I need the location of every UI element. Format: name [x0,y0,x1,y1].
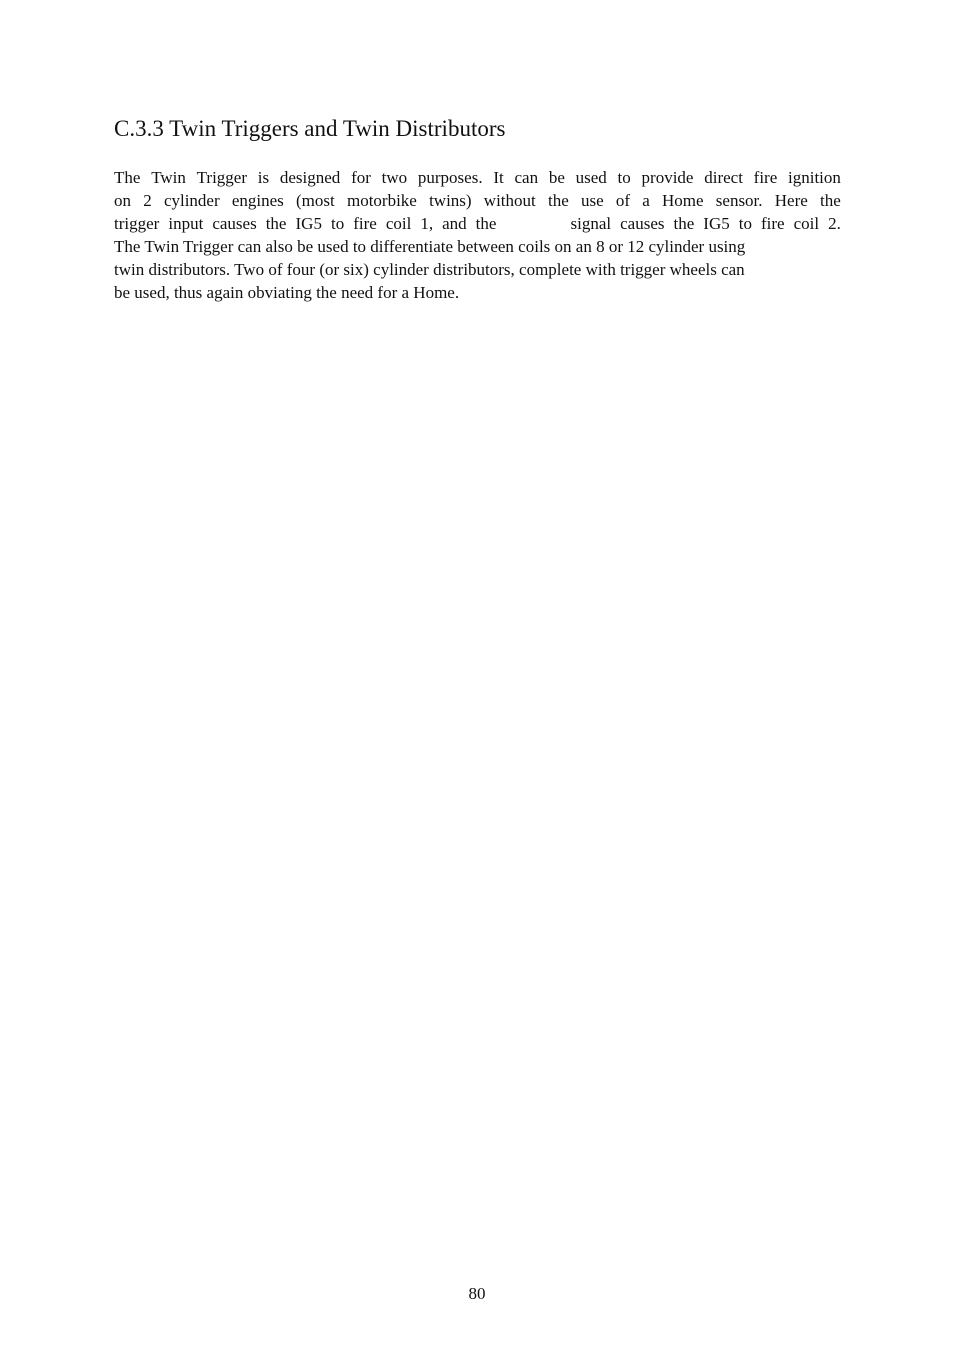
line1-word: Trigger [196,168,248,187]
line2-word: twins) [429,191,472,210]
line1-word: ignition [788,168,841,187]
line1-word: is [257,168,270,187]
line3-word: IG5 [703,214,730,233]
line2-word: without [483,191,536,210]
line1-word: can [514,168,539,187]
line2-word: the [547,191,569,210]
page-number: 80 [468,1284,486,1303]
line2-word: sensor. [715,191,763,210]
line2-word: 2 [143,191,152,210]
paragraph-line-3 [114,212,841,235]
paragraph-line-4: The Twin Trigger can also be used to differentiate between coils on an 8 or 12 cylinder using [114,237,746,256]
missing-word-gap [505,212,561,235]
line2-word: Here [774,191,808,210]
line1-word: for [351,168,371,187]
line3-word: to [738,214,752,233]
line1-word: It [493,168,504,187]
line3-word: IG5 [295,214,322,233]
line2-word: a [642,191,650,210]
line1-word: used [575,168,607,187]
line1-word: Twin [151,168,186,187]
line3-word: and [442,214,467,233]
line2-word: (most [296,191,335,210]
line1-word: two [381,168,408,187]
line2-word: on [114,191,131,210]
line1-word: to [617,168,631,187]
line2-word: cylinder [163,191,220,210]
line3-word: coil [793,214,820,233]
line2-word: of [615,191,631,210]
line3-word: fire [761,214,785,233]
line1-word: The [114,168,141,187]
line3-word: signal [570,214,612,233]
section-heading: C.3.3 Twin Triggers and Twin Distributors [114,116,506,141]
line1-word: fire [753,168,778,187]
line3-word: 2. [828,214,841,233]
line1-word: designed [279,168,341,187]
line3-word: causes [212,214,257,233]
line3-word: causes [620,214,665,233]
line1-word: purposes. [417,168,483,187]
paragraph-line-2 [114,189,841,212]
paragraph-line-5: twin distributors. Two of four (or six) cylinder distributors, complete with trigger wheels can [114,260,745,279]
line3-word: to [330,214,345,233]
line2-word: the [820,191,841,210]
line2-word: engines [231,191,284,210]
line3-word: the [475,214,497,233]
line3-word: the [265,214,287,233]
line1-word: direct [704,168,743,187]
line3-word: 1, [420,214,434,233]
line3-word: trigger [114,214,160,233]
line1-word: provide [641,168,694,187]
line3-word: fire [353,214,377,233]
paragraph-line-1 [114,166,841,189]
line3-word: coil [385,214,412,233]
line3-word: input [168,214,204,233]
line2-word: use [580,191,604,210]
paragraph-line-6: be used, thus again obviating the need for a Home. [114,283,460,302]
body-paragraph [114,166,841,304]
line3-word: the [673,214,695,233]
line1-word: be [548,168,565,187]
line2-word: Home [662,191,704,210]
line2-word: motorbike [346,191,417,210]
